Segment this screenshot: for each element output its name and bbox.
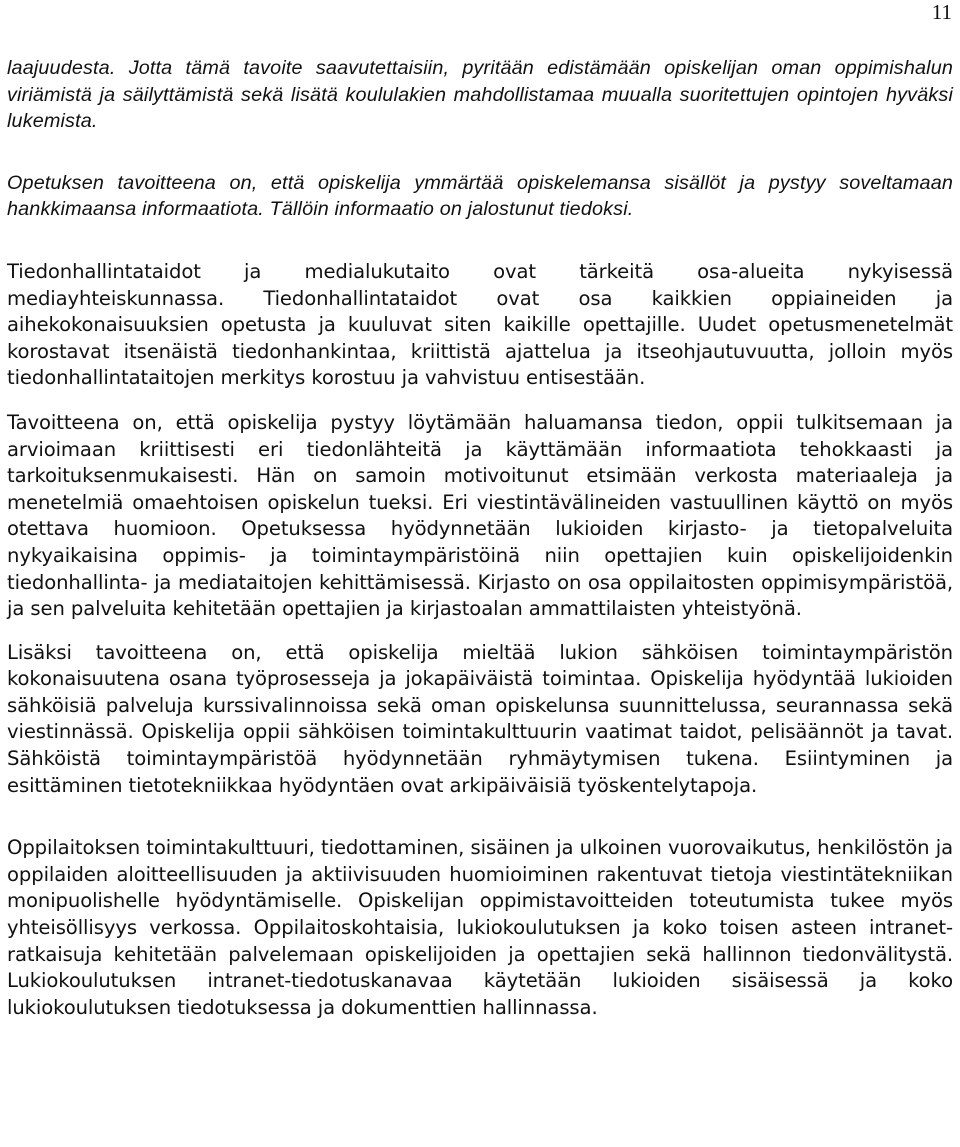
paragraph-oppilaitoksen-toimintakulttuuri: Oppilaitoksen toimintakulttuuri, tiedottaminen, sisäinen ja ulkoinen vuorovaikutus, henkilöstön ja oppilaiden aloitteellisuuden ja aktiivisuuden huomioiminen rakentuvat tietoja viestintätekniikan monipuolishelle hyödyntämiselle. Opiskelijan oppimistavoitteiden toteutumista tukee myös yhteisöllisyys verkossa. Oppilaitoskohtaisia, lukiokoulutuksen ja koko toisen asteen intranet-ratkaisuja kehitetään palvelemaan opiskelijoiden ja opettajien sekä hallinnon tiedonvälitystä. Lukiokoulutuksen intranet-tiedotuskanavaa käytetään lukioiden sisäisessä ja koko lukiokoulutuksen tiedotuksessa ja dokumenttien hallinnassa.: [7, 836, 953, 1019]
paragraph-lisaksi-tavoitteena: Lisäksi tavoitteena on, että opiskelija mieltää lukion sähköisen toimintaympäristön kokonaisuutena osana työprosesseja ja jokapäiväistä toimintaa. Opiskelija hyödyntää lukioiden sähköisiä palveluja kurssivalinnoissa sekä oman opiskelunsa suunnittelussa, seurannassa sekä viestinnässä. Opiskelija oppii sähköisen toimintakulttuurin vaatimat taidot, pelisäännöt ja tavat. Sähköistä toimintaympäristöä hyödynnetään ryhmäytymisen tukena. Esiintyminen ja esittäminen tietotekniikkaa hyödyntäen ovat arkipäiväisiä työskentelytapoja.: [7, 640, 953, 797]
paragraph-opetuksen-tavoitteena: Opetuksen tavoitteena on, että opiskelija ymmärtää opiskelemansa sisällöt ja pystyy soveltamaan hankkimaansa informaatiota. Tällöin informaatio on jalostunut tiedoksi.: [7, 171, 953, 221]
page-number: 11: [931, 0, 952, 24]
document-body: [7, 55, 953, 1021]
paragraph-laajuudesta: laajuudesta. Jotta tämä tavoite saavutettaisiin, pyritään edistämään opiskelijan oman oppimishalun viriämistä ja säilyttämistä sekä lisätä koululakien mahdollistamaa muualla suoritettujen opintojen hyväksi lukemista.: [7, 57, 953, 133]
paragraph-tiedonhallintataidot: Tiedonhallintataidot ja medialukutaito ovat tärkeitä osa-alueita nykyisessä mediayhteiskunnassa. Tiedonhallintataidot ovat osa kaikkien oppiaineiden ja aihekokonaisuuksien opetusta ja kuuluvat siten kaikille opettajille. Uudet opetusmenetelmät korostavat itsenäistä tiedonhankintaa, kriittistä ajattelua ja itseohjautuvuutta, jolloin myös tiedonhallintataitojen merkitys korostuu ja vahvistuu entisestään.: [7, 259, 953, 390]
paragraph-tavoitteena: Tavoitteena on, että opiskelija pystyy löytämään haluamansa tiedon, oppii tulkitsemaan ja arvioimaan kriittisesti eri tiedonlähteitä ja käyttämään informaatiota tehokkaasti ja tarkoituksenmukaisesti. Hän on samoin motivoitunut etsimään verkosta materiaaleja ja menetelmiä omaehtoisen opiskelun tueksi. Eri viestintävälineiden vastuullinen käyttö on myös otettava huomioon. Opetuksessa hyödynnetään lukioiden kirjasto- ja tietopalveluita nykyaikaisina oppimis- ja toimintaympäristöinä niin opettajien kuin opiskelijoidenkin tiedonhallinta- ja mediataitojen kehittämisessä. Kirjasto on osa oppilaitosten oppimisympäristöä, ja sen palveluita kehitetään opettajien ja kirjastoalan ammattilaisten yhteistyönä.: [7, 410, 953, 621]
